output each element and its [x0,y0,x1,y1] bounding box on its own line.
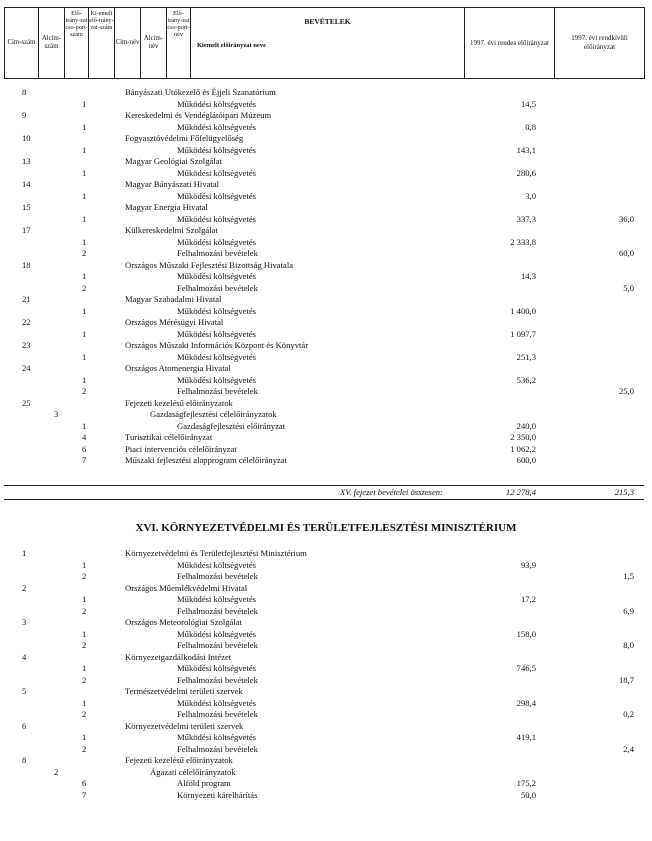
header-cimnev: Cím-név [115,8,141,79]
row-name: Működési költségvetés [177,121,257,132]
row-name: Kereskedelmi és Vendéglátóipari Múzeum [125,110,272,120]
row-name: Működési költségvetés [177,271,257,281]
table-row [0,455,652,467]
kiemelt-szam: 1 [82,732,87,742]
row-name: Felhalmozási bevételek [177,674,258,685]
table-row [0,110,652,122]
table-row [0,617,652,629]
row-name: Természetvédelmi területi szervek [125,686,243,696]
kiemelt-szam: 1 [82,271,87,281]
kiemelt-szam: 1 [82,663,87,673]
table-row [0,675,652,687]
table-row [0,663,652,675]
cim-szam: 1 [22,548,27,558]
row-name: Felhalmozási bevételek [177,386,258,396]
cim-szam: 8 [22,755,27,765]
header-eloiranyzat-csoportszam: Elő-irány-zat cso-port-szám [65,8,89,79]
table-row [0,386,652,398]
row-name: Környezeti kárelhárítás [177,789,258,800]
rendes-eloiranyzat: 50,0 [520,789,536,800]
rendes-eloiranyzat: 1 062,2 [510,443,536,454]
total-label: XV. fejezet bevételei összesen: [340,487,443,497]
kiemelt-szam: 1 [82,559,87,570]
section-xv-rows [0,87,652,467]
row-name: Gazdaságfejlesztési előirányzat [177,420,286,431]
row-name: Országos Mérésügyi Hivatal [125,317,224,327]
row-name: Felhalmozási bevételek [177,605,258,616]
table-row [0,260,652,272]
kiemelt-szam: 1 [82,305,87,316]
row-name: Működési költségvetés [177,374,257,385]
row-name: Turisztikai célelőirányzat [125,432,213,442]
header-bevetelek [191,8,465,79]
kiemelt-szam: 1 [82,167,87,178]
cim-szam: 17 [22,225,31,235]
cim-szam: 13 [22,156,31,166]
row-name: Működési költségvetés [177,144,257,155]
table-row [0,99,652,111]
row-name: Fejezeti kezelésű előirányzatok [125,397,233,408]
kiemelt-szam: 2 [82,605,87,616]
total-rule-bottom [4,499,644,500]
table-row [0,629,652,641]
row-name: Működési költségvetés [177,98,257,109]
rendes-eloiranyzat: 1 097,7 [510,328,536,339]
row-name: Működési költségvetés [177,594,257,604]
cim-szam: 3 [22,617,27,627]
kiemelt-szam: 2 [82,743,87,754]
kiemelt-szam: 2 [82,571,87,581]
rendes-eloiranyzat: 536,2 [516,374,536,385]
table-row [0,363,652,375]
kiemelt-szam: 1 [82,420,87,431]
table-row [0,202,652,214]
cim-szam: 23 [22,340,31,350]
cim-szam: 21 [22,294,31,304]
table-row [0,571,652,583]
row-name: Országos Műszaki Információs Központ és Könyvtár [125,340,309,350]
kiemelt-szam: 1 [82,190,87,201]
kiemelt-szam: 1 [82,98,87,109]
kiemelt-szam: 2 [82,640,87,650]
section-xvi-rows [0,548,652,801]
row-name: Fejezeti kezelésű előirányzatok [125,755,233,765]
cim-szam: 22 [22,317,31,327]
cim-szam: 4 [22,651,27,662]
row-name: Gazdaságfejlesztési célelőirányzatok [150,409,277,419]
total-rule-top [4,485,644,486]
kiemelt-szam: 1 [82,697,87,708]
table-row [0,271,652,283]
table-row [0,698,652,710]
header-kiemelt-szam: Ki-emelt elő-irány-zat-szám [89,8,115,79]
table-row [0,686,652,698]
kiemelt-szam: 1 [82,628,87,639]
row-name: Felhalmozási bevételek [177,743,258,754]
rendes-eloiranyzat: 93,9 [520,559,536,570]
rendkivuli-eloiranyzat: 60,0 [618,248,634,258]
table-row [0,306,652,318]
row-name: Országos Műemlékvédelmi Hivatal [125,582,248,593]
table-row [0,560,652,572]
rendkivuli-eloiranyzat: 5,0 [623,282,634,293]
table-row [0,583,652,595]
row-name: Műszaki fejlesztési alapprogram célelőirányzat [125,455,288,465]
kiemelt-szam: 2 [82,386,87,396]
rendkivuli-eloiranyzat: 2,4 [623,743,634,754]
table-row [0,732,652,744]
row-name: Környezetvédelmi területi szervek [125,720,244,731]
rendes-eloiranyzat: 298,4 [516,697,536,708]
eloiranyzat-csoport-szam: 6 [82,443,87,454]
kiemelt-szam: 1 [82,374,87,385]
table-row [0,329,652,341]
rendes-eloiranyzat: 251,3 [516,351,536,362]
header-alcimnev: Alcím-név [141,8,167,79]
rendes-eloiranyzat: 175,2 [516,778,536,788]
row-name: Országos Meteorológiai Szolgálat [125,617,242,627]
kiemelt-szam: 1 [82,144,87,155]
rendes-eloiranyzat: 158,0 [516,628,536,639]
row-name: Működési költségvetés [177,167,257,178]
kiemelt-szam: 2 [82,674,87,685]
rendkivuli-eloiranyzat: 0,2 [623,709,634,719]
kiemelt-szam: 2 [82,248,87,258]
rendes-eloiranyzat: 2 333,8 [510,236,536,247]
row-name: Működési költségvetés [177,628,257,639]
rendkivuli-eloiranyzat: 8,0 [623,640,634,650]
header-rendkivuli: 1997. évi rendkívüli előirányzat [555,8,645,79]
table-row [0,133,652,145]
table-row [0,421,652,433]
table-row [0,652,652,664]
row-name: Működési költségvetés [177,328,257,339]
kiemelt-szam: 1 [82,351,87,362]
row-name: Működési költségvetés [177,697,257,708]
table-row [0,432,652,444]
table-row [0,340,652,352]
kiemelt-szam: 7 [82,789,87,800]
table-row [0,122,652,134]
row-name: Működési költségvetés [177,559,257,570]
table-row [0,283,652,295]
row-name: Felhalmozási bevételek [177,709,258,719]
table-row [0,225,652,237]
table-row [0,606,652,618]
table-row [0,744,652,756]
rendes-eloiranyzat: 2 350,0 [510,432,536,442]
rendes-eloiranyzat: 14,5 [520,98,536,109]
header-eloiranyzat-csoportnev: Elő-irány-zat cso-port-név [167,8,191,79]
table-row [0,721,652,733]
table-row [0,168,652,180]
rendes-eloiranyzat: 0,8 [525,121,536,132]
rendkivuli-eloiranyzat: 36,0 [618,213,634,224]
table-row [0,375,652,387]
rendkivuli-eloiranyzat: 6,9 [623,605,634,616]
row-name: Működési költségvetés [177,213,257,224]
alcim-szam: 2 [54,766,59,777]
cim-szam: 5 [22,686,27,696]
row-name: Működési költségvetés [177,663,257,673]
row-name: Felhalmozási bevételek [177,571,258,581]
table-row [0,790,652,802]
cim-szam: 14 [22,179,31,189]
rendes-eloiranyzat: 337,3 [516,213,536,224]
table-row [0,87,652,99]
rendkivuli-eloiranyzat: 1,5 [623,571,634,581]
kiemelt-szam: 2 [82,282,87,293]
row-name: Felhalmozási bevételek [177,640,258,650]
table-row [0,294,652,306]
row-name: Működési költségvetés [177,305,257,316]
total-rendes: 12 278,4 [505,487,536,497]
header-rendes: 1997. évi rendes előirányzat [465,8,555,79]
row-name: Piaci intervenciós célelőirányzat [125,443,237,454]
cim-szam: 15 [22,202,31,212]
rendes-eloiranyzat: 240,0 [516,420,536,431]
alcim-szam: 3 [54,409,59,419]
rendes-eloiranyzat: 419,1 [516,732,536,742]
table-row [0,214,652,226]
table-row [0,156,652,168]
row-name: Alföld program [177,778,231,788]
table-row [0,640,652,652]
rendkivuli-eloiranyzat: 25,0 [618,386,634,396]
table-row [0,248,652,260]
table-row [0,352,652,364]
kiemelt-szam: 1 [82,213,87,224]
header-bevetelek-title: BEVÉTELEK [304,17,351,26]
row-name: Működési költségvetés [177,190,257,201]
row-name: Magyar Geológiai Szolgálat [125,156,222,166]
table-row [0,778,652,790]
row-name: Működési költségvetés [177,351,257,362]
table-row [0,398,652,410]
kiemelt-szam: 1 [82,328,87,339]
rendes-eloiranyzat: 600,0 [516,455,536,465]
rendes-eloiranyzat: 3,0 [525,190,536,201]
kiemelt-szam: 6 [82,778,87,788]
cim-szam: 24 [22,363,31,373]
row-name: Magyar Bányászati Hivatal [125,179,220,189]
total-rendkivuli: 215,3 [614,487,634,497]
table-row [0,594,652,606]
kiemelt-szam: 1 [82,121,87,132]
row-name: Működési költségvetés [177,732,257,742]
row-name: Felhalmozási bevételek [177,248,258,258]
eloiranyzat-csoport-szam: 4 [82,432,87,442]
rendes-eloiranyzat: 17,2 [520,594,536,604]
table-row [0,317,652,329]
row-name: Külkereskedelmi Szolgálat [125,225,218,235]
eloiranyzat-csoport-szam: 7 [82,455,87,465]
row-name: Bányászati Utókezelő és Éjjeli Szanatórium [125,87,276,97]
cim-szam: 18 [22,259,31,270]
rendes-eloiranyzat: 280,6 [516,167,536,178]
row-name: Országos Atomenergia Hivatal [125,363,231,373]
kiemelt-szam: 1 [82,594,87,604]
kiemelt-szam: 2 [82,709,87,719]
table-row [0,767,652,779]
rendes-eloiranyzat: 746,5 [516,663,536,673]
rendkivuli-eloiranyzat: 18,7 [618,674,634,685]
cim-szam: 6 [22,720,27,731]
header-kiemelt-nev: Kiemelt előirányzat neve [197,42,266,49]
table-row [0,237,652,249]
cim-szam: 9 [22,110,27,120]
table-row [0,145,652,157]
row-name: Magyar Energia Hivatal [125,202,208,212]
row-name: Magyar Szabadalmi Hivatal [125,294,222,304]
rendes-eloiranyzat: 14,3 [520,271,536,281]
row-name: Országos Műszaki Fejlesztési Bizottság Hivatala [125,259,294,270]
section-title: XVI. KÖRNYEZETVÉDELMI ÉS TERÜLETFEJLESZTÉSI MINISZTÉRIUM [135,522,517,534]
header-alcimszam: Alcím-szám [39,8,65,79]
row-name: Felhalmozási bevételek [177,282,258,293]
table-row [0,409,652,421]
table-row [0,179,652,191]
row-name: Környezetvédelmi és Területfejlesztési Minisztérium [125,548,307,558]
row-name: Fogyasztóvédelmi Főfelügyelőség [125,133,244,143]
rendes-eloiranyzat: 1 400,0 [510,305,536,316]
cim-szam: 25 [22,397,31,408]
table-row [0,548,652,560]
kiemelt-szam: 1 [82,236,87,247]
table-row [0,191,652,203]
table-row [0,709,652,721]
row-name: Ágazati célelőirányzatok [150,766,236,777]
cim-szam: 2 [22,582,27,593]
rendes-eloiranyzat: 143,1 [516,144,536,155]
table-row [0,444,652,456]
row-name: Környezetgazdálkodási Intézet [125,651,232,662]
row-name: Működési költségvetés [177,236,257,247]
header-cimszam: Cím-szám [5,8,39,79]
cim-szam: 10 [22,133,31,143]
table-header [4,7,645,79]
cim-szam: 8 [22,87,27,97]
table-row [0,755,652,767]
